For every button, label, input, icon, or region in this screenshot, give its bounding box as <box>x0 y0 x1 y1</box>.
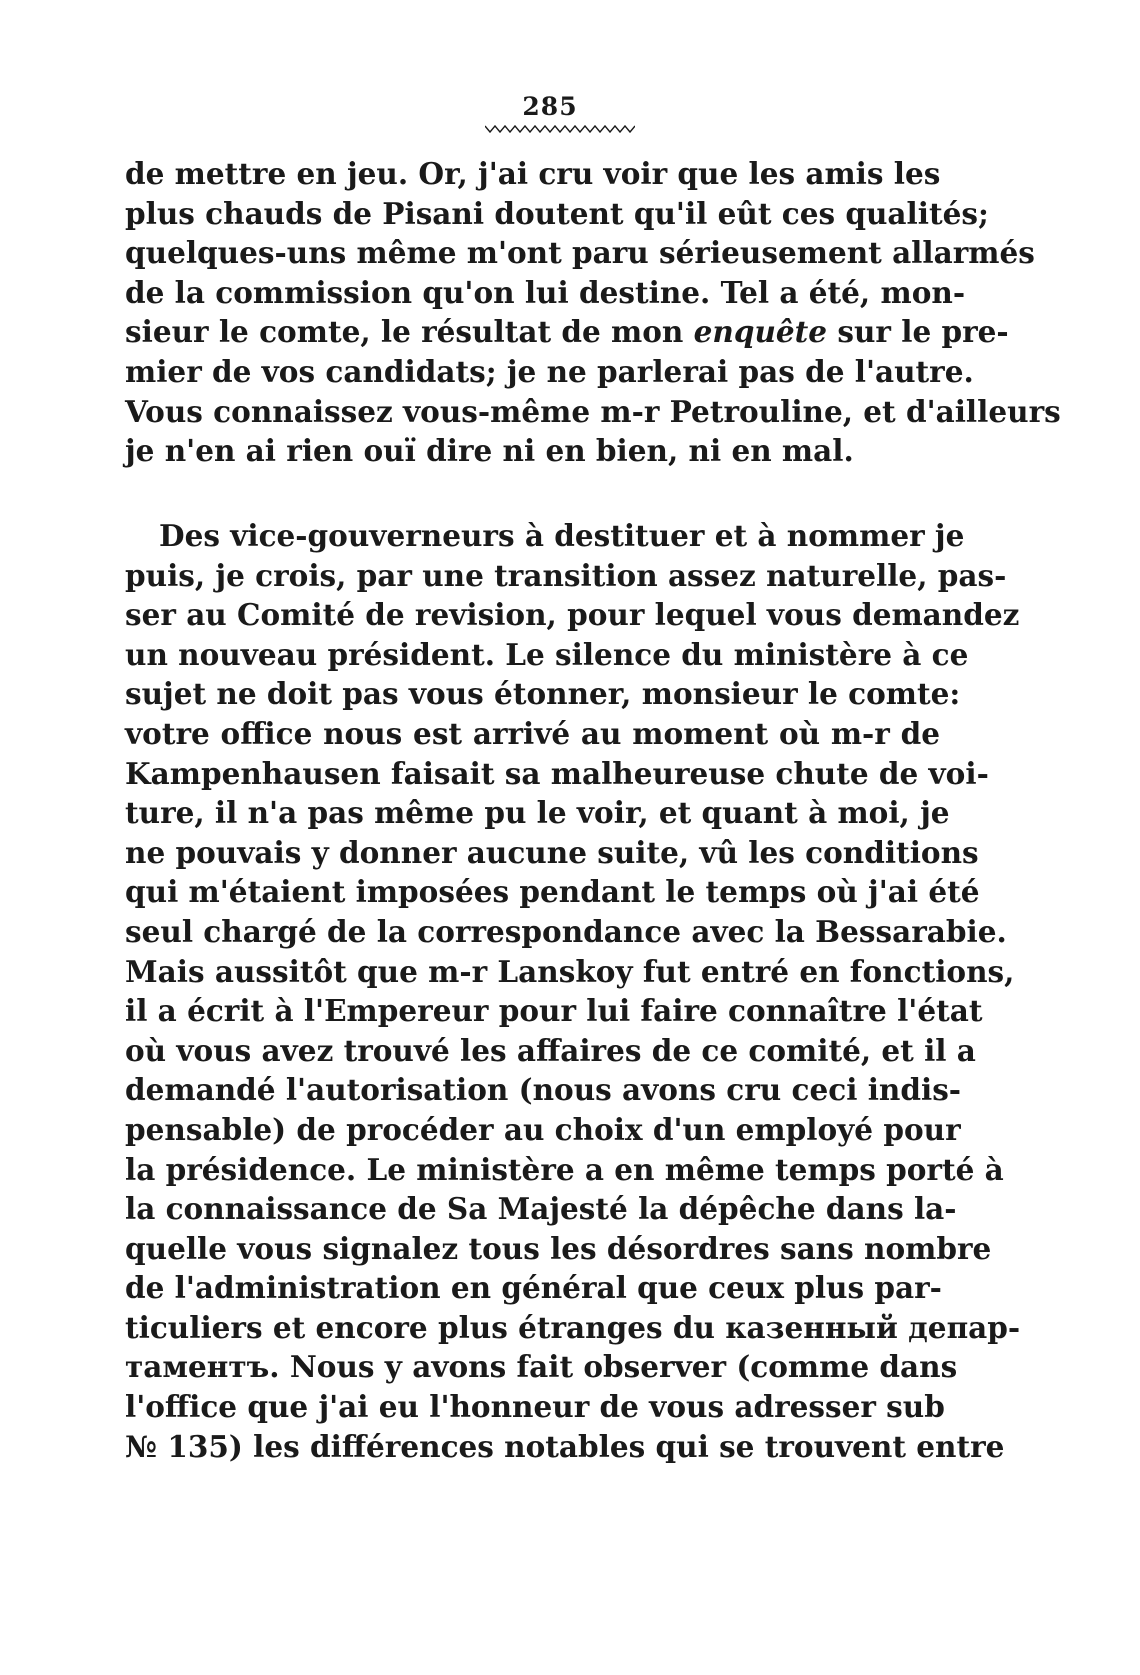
text-line: pensable) de procéder au choix d'un employé pour <box>125 1111 961 1147</box>
text-line: № 135) les différences notables qui se trouvent entre <box>125 1428 1005 1464</box>
text-line: quelques-uns même m'ont paru sérieusement allarmés <box>125 235 1035 271</box>
text-line: plus chauds de Pisani doutent qu'il eût ces qualités; <box>125 195 989 231</box>
text-line: où vous avez trouvé les affaires de ce comité, et il a <box>125 1032 976 1068</box>
text-line: ture, il n'a pas même pu le voir, et quant à moi, je <box>125 795 950 831</box>
text-line: таментъ. Nous y avons fait observer (comme dans <box>125 1349 958 1385</box>
paragraph-2 <box>125 516 1021 1466</box>
text-line: ticuliers et encore plus étranges du казенный депар- <box>125 1309 1021 1345</box>
text-line: quelle vous signalez tous les désordres sans nombre <box>125 1230 992 1266</box>
text-line: de l'administration en général que ceux plus par- <box>125 1270 942 1306</box>
page-number-ornament <box>485 124 635 134</box>
text-line: Vous connaissez vous-même m-r Petrouline, et d'ailleurs <box>125 393 1061 429</box>
text-line: demandé l'autorisation (nous avons cru ceci indis- <box>125 1072 962 1108</box>
text-line: mier de vos candidats; je ne parlerai pas de l'autre. <box>125 353 974 389</box>
text-line: votre office nous est arrivé au moment où m-r de <box>125 715 940 751</box>
text-line: l'office que j'ai eu l'honneur de vous adresser sub <box>125 1389 945 1425</box>
text-line: la présidence. Le ministère a en même temps porté à <box>125 1151 1004 1187</box>
text-line: puis, je crois, par une transition assez naturelle, pas- <box>125 557 1007 593</box>
page-number: 285 <box>522 92 578 121</box>
text-line: de la commission qu'on lui destine. Tel a été, mon- <box>125 274 966 310</box>
text-line: de mettre en jeu. Or, j'ai cru voir que les amis les <box>125 156 941 191</box>
text-fragment: sieur le comte, le résultat de mon <box>125 314 694 350</box>
text-fragment: sur le pre- <box>827 314 1009 350</box>
text-line: Mais aussitôt que m-r Lanskoy fut entré en fonctions, <box>125 953 1015 989</box>
text-line: ne pouvais y donner aucune suite, vû les conditions <box>125 834 979 870</box>
text-line: la connaissance de Sa Majesté la dépêche dans la- <box>125 1191 957 1227</box>
text-line: qui m'étaient imposées pendant le temps où j'ai été <box>125 874 980 910</box>
text-line: sujet ne doit pas vous étonner, monsieur le comte: <box>125 676 961 712</box>
text-line: un nouveau président. Le silence du ministère à ce <box>125 636 969 672</box>
text-line: Des vice-gouverneurs à destituer et à nommer je <box>159 518 965 553</box>
text-line: seul chargé de la correspondance avec la Bessarabie. <box>125 913 1007 949</box>
emphasized-word: enquête <box>693 314 828 350</box>
text-line: je n'en ai rien ouï dire ni en bien, ni en mal. <box>125 433 854 469</box>
text-line <box>125 312 1009 352</box>
text-line: Kampenhausen faisait sa malheureuse chute de voi- <box>125 755 989 791</box>
paragraph-1 <box>125 154 1061 471</box>
text-line: ser au Comité de revision, pour lequel vous demandez <box>125 597 1020 633</box>
text-line: il a écrit à l'Empereur pour lui faire connaître l'état <box>125 993 983 1029</box>
